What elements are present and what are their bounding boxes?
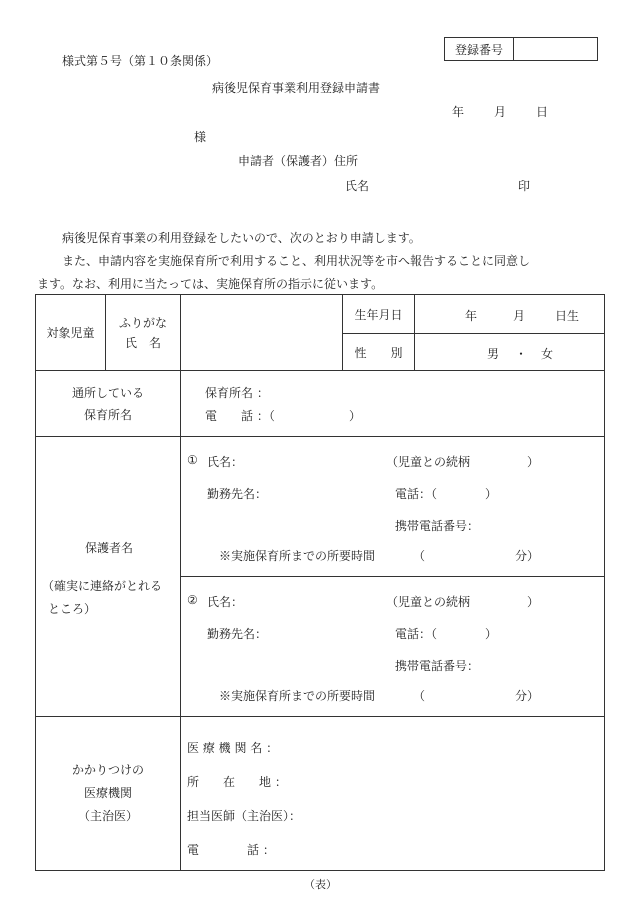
guardian-label-cell (36, 437, 181, 717)
date-month: 月 (494, 105, 507, 119)
dob-label: 生年月日 (343, 295, 415, 334)
applicant-name-label: 氏名 (345, 179, 370, 193)
guardian-2-phone-close: ） (485, 627, 498, 641)
doctor-label-line-2: 医療機関 (83, 786, 132, 800)
applicant-address-label: 申請者（保護者）住所 (238, 154, 359, 168)
doctor-label-line-3: （主治医） (77, 809, 138, 823)
guardian-1-work-label: 勤務先名： (207, 487, 268, 501)
guardian-1-travel-label: ※実施保育所までの所要時間 (219, 549, 376, 563)
guardian-entry-1[interactable] (181, 437, 605, 577)
guardian-1-relation: （児童との続柄 (386, 455, 471, 469)
dob-year: 年 (465, 309, 478, 323)
guardian-2-marker: ② (187, 593, 198, 607)
doctor-phone-label: 電 話 ： (187, 843, 275, 857)
statement-line-3: ます。なお、利用に当たっては、実施保育所の指示に従います。 (37, 277, 384, 291)
dob-month: 月 (513, 309, 526, 323)
dob-day: 日生 (555, 309, 580, 323)
guardian-2-work-label: 勤務先名： (207, 627, 268, 641)
guardian-2-mobile-label: 携帯電話番号： (395, 659, 480, 673)
guardian-2-phone-label: 電話：（ (395, 627, 438, 641)
guardian-note-line-1: （確実に連絡がとれる (42, 579, 163, 593)
guardian-2-name-label: 氏名： (207, 595, 244, 609)
sex-female: 女 (541, 347, 554, 361)
registration-number-box (444, 37, 598, 61)
seal-mark: 印 (518, 179, 531, 193)
sex-male: 男 (487, 347, 500, 361)
page-title: 病後児保育事業利用登録申請書 (212, 81, 381, 95)
child-name-header-cell (106, 295, 181, 371)
registration-number-field[interactable] (514, 38, 597, 60)
guardian-entry-2[interactable] (181, 577, 605, 717)
doctor-label-line-1: かかりつけの (71, 763, 144, 777)
child-label: 対象児童 (46, 326, 95, 340)
sex-field[interactable] (415, 334, 605, 371)
name-label: 氏 名 (124, 335, 161, 350)
doctor-label-cell (36, 717, 181, 871)
nursery-field[interactable] (181, 371, 605, 437)
application-table (35, 294, 605, 871)
nursery-phone-close: ） (349, 409, 362, 423)
doctor-field[interactable] (181, 717, 605, 871)
guardian-1-relation-close: ） (527, 455, 540, 469)
guardian-2-relation-close: ） (527, 595, 540, 609)
registration-number-label: 登録番号 (445, 38, 514, 60)
guardian-1-phone-label: 電話：（ (395, 487, 438, 501)
doctor-physician-label: 担当医師（主治医）： (187, 809, 302, 823)
guardian-1-travel-unit: 分） (515, 549, 540, 563)
sex-label: 性 別 (343, 334, 415, 371)
guardian-2-travel-unit: 分） (515, 689, 540, 703)
addressee-suffix: 様 (194, 130, 207, 144)
nursery-name-label: 保育所名 ： (205, 386, 269, 400)
nursery-label-line-1: 通所している (71, 385, 144, 400)
sex-separator: ・ (515, 347, 528, 361)
guardian-2-relation: （児童との続柄 (386, 595, 471, 609)
statement-line-2: また、申請内容を実施保育所で利用すること、利用状況等を市へ報告することに同意し (62, 254, 531, 268)
statement-line-1: 病後児保育事業の利用登録をしたいので、次のとおり申請します。 (62, 231, 421, 245)
guardian-2-travel-label: ※実施保育所までの所要時間 (219, 689, 376, 703)
guardian-label: 保護者名 (85, 541, 134, 555)
guardian-1-phone-close: ） (485, 487, 498, 501)
nursery-label-cell (36, 371, 181, 437)
guardian-1-name-label: 氏名： (207, 455, 244, 469)
child-label-cell (36, 295, 106, 371)
guardian-note-line-2: ところ） (48, 602, 97, 616)
guardian-1-mobile-label: 携帯電話番号： (395, 519, 480, 533)
dob-field[interactable] (415, 295, 605, 334)
nursery-phone-label: 電 話 ：（ (205, 409, 275, 423)
form-number: 様式第５号（第１０条関係） (62, 54, 219, 68)
doctor-location-label: 所 在 地 ： (187, 775, 287, 789)
page-side-marker: （表） (304, 878, 337, 891)
guardian-1-travel-open: （ (413, 549, 426, 563)
guardian-1-marker: ① (187, 453, 198, 467)
child-name-field[interactable] (181, 295, 343, 371)
furigana-label: ふりがな (118, 315, 167, 330)
date-year: 年 (452, 105, 465, 119)
nursery-label-line-2: 保育所名 (83, 407, 132, 422)
doctor-institution-label: 医 療 機 関 名 ： (187, 741, 279, 755)
guardian-2-travel-open: （ (413, 689, 426, 703)
date-day: 日 (536, 105, 549, 119)
